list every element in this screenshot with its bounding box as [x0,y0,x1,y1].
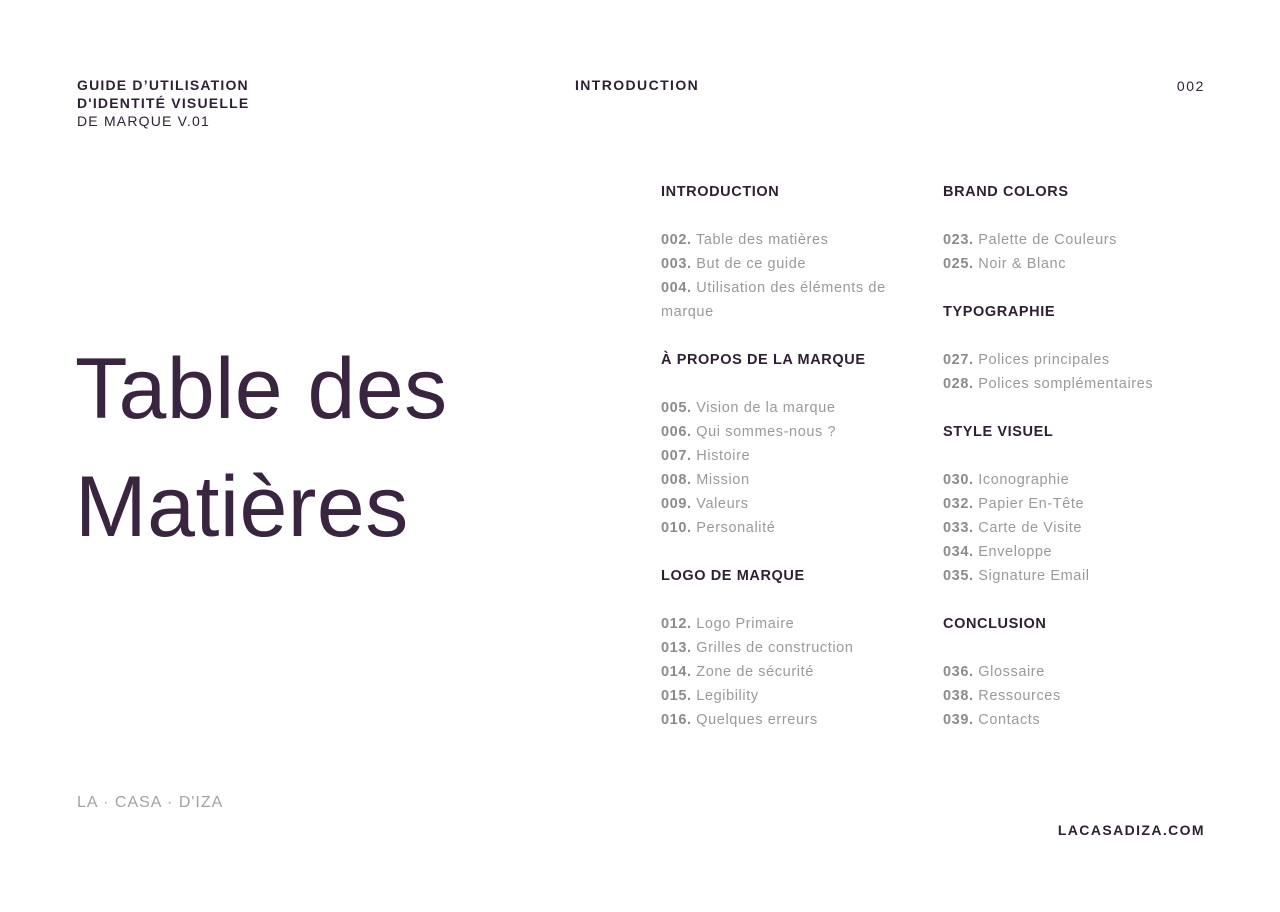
toc-entry-label: Carte de Visite [973,520,1083,536]
page-number: 002 [1176,78,1205,94]
toc-entry[interactable] [661,660,921,684]
toc-entry[interactable] [661,396,921,420]
toc-entry-page-number: 023. [943,232,974,248]
toc-entry-page-number: 008. [661,472,692,488]
toc-entry[interactable] [661,492,921,516]
brand-logo: LA · CASA · D'IZA [77,794,224,811]
toc-entry-page-number: 035. [943,568,974,584]
toc-right-column [943,180,1213,756]
toc-entry-page-number: 004. [661,280,692,296]
toc-entry[interactable] [661,636,921,660]
toc-entry-label: Utilisation des éléments de marque [661,280,886,320]
toc-entry-label: Glossaire [973,664,1045,680]
toc-entry[interactable] [661,612,921,636]
toc-section-heading: À PROPOS DE LA MARQUE [661,352,866,368]
toc-entry[interactable] [661,276,921,324]
toc-section-list [661,228,921,324]
toc-section-list [943,228,1213,276]
toc-entry-page-number: 014. [661,664,692,680]
toc-entry-label: Polices somplémentaires [973,376,1154,392]
toc-section-heading: INTRODUCTION [661,184,780,200]
toc-entry-page-number: 034. [943,544,974,560]
toc-section-list [661,396,921,540]
toc-entry-page-number: 027. [943,352,974,368]
toc-entry-page-number: 025. [943,256,974,272]
toc-section-heading: TYPOGRAPHIE [943,304,1056,320]
toc-entry-page-number: 015. [661,688,692,704]
toc-entry[interactable] [661,468,921,492]
toc-entry-page-number: 005. [661,400,692,416]
toc-entry-page-number: 002. [661,232,692,248]
toc-entry-page-number: 030. [943,472,974,488]
toc-section-heading: STYLE VISUEL [943,424,1054,440]
toc-entry-label: Qui sommes-nous ? [691,424,837,440]
toc-entry-label: Grilles de construction [691,640,854,656]
toc-section-heading: CONCLUSION [943,616,1047,632]
toc-entry-label: Mission [691,472,750,488]
toc-entry-label: Palette de Couleurs [973,232,1118,248]
section-label: INTRODUCTION [575,77,700,93]
document-title-line-3: DE MARQUE V.01 [77,113,210,129]
document-title-line-2: D'IDENTITÉ VISUELLE [77,95,250,111]
toc-entry[interactable] [943,660,1213,684]
toc-entry-label: But de ce guide [691,256,807,272]
toc-entry[interactable] [661,420,921,444]
toc-entry-page-number: 010. [661,520,692,536]
toc-entry[interactable] [943,564,1213,588]
toc-entry-page-number: 003. [661,256,692,272]
toc-entry-page-number: 013. [661,640,692,656]
toc-entry[interactable] [943,372,1213,396]
toc-section-heading: BRAND COLORS [943,184,1069,200]
toc-entry[interactable] [943,540,1213,564]
toc-entry-label: Vision de la marque [691,400,836,416]
toc-entry-label: Valeurs [691,496,749,512]
toc-entry-page-number: 009. [661,496,692,512]
toc-entry[interactable] [943,708,1213,732]
toc-entry-label: Contacts [973,712,1041,728]
toc-entry-label: Logo Primaire [691,616,795,632]
toc-entry[interactable] [943,348,1213,372]
toc-entry-page-number: 012. [661,616,692,632]
toc-entry-label: Polices principales [973,352,1110,368]
toc-entry[interactable] [661,684,921,708]
toc-entry[interactable] [661,516,921,540]
toc-section-heading: LOGO DE MARQUE [661,568,805,584]
toc-entry-page-number: 032. [943,496,974,512]
toc-entry[interactable] [943,516,1213,540]
toc-section-list [661,612,921,732]
toc-left-column [661,180,921,756]
toc-entry[interactable] [661,708,921,732]
toc-entry[interactable] [661,252,921,276]
document-title [77,76,249,130]
toc-entry-label: Signature Email [973,568,1090,584]
toc-entry-page-number: 039. [943,712,974,728]
toc-entry[interactable] [943,684,1213,708]
page-title [75,330,448,566]
toc-entry-label: Noir & Blanc [973,256,1067,272]
toc-entry-page-number: 033. [943,520,974,536]
toc-entry-label: Papier En-Tête [973,496,1085,512]
page-title-line-2: Matières [75,459,409,555]
toc-entry-page-number: 006. [661,424,692,440]
toc-entry-label: Enveloppe [973,544,1053,560]
toc-entry-label: Histoire [691,448,751,464]
toc-entry-label: Personalité [691,520,776,536]
toc-section-list [943,660,1213,732]
toc-entry-page-number: 036. [943,664,974,680]
toc-entry[interactable] [661,444,921,468]
toc-entry-page-number: 007. [661,448,692,464]
toc-entry[interactable] [661,228,921,252]
toc-entry-label: Quelques erreurs [691,712,818,728]
website-link[interactable]: LACASADIZA.COM [1057,822,1205,838]
document-title-line-1: GUIDE D’UTILISATION [77,77,249,93]
page-title-line-1: Table des [75,341,448,437]
toc-entry-page-number: 028. [943,376,974,392]
toc-entry-label: Legibility [691,688,759,704]
toc-entry-page-number: 016. [661,712,692,728]
toc-entry-label: Iconographie [973,472,1070,488]
toc-entry[interactable] [943,252,1213,276]
toc-entry[interactable] [943,228,1213,252]
toc-entry[interactable] [943,468,1213,492]
toc-section-list [943,348,1213,396]
toc-section-list [943,468,1213,588]
toc-entry-label: Zone de sécurité [691,664,814,680]
toc-entry[interactable] [943,492,1213,516]
toc-entry-label: Table des matières [691,232,829,248]
toc-entry-label: Ressources [973,688,1061,704]
toc-entry-page-number: 038. [943,688,974,704]
